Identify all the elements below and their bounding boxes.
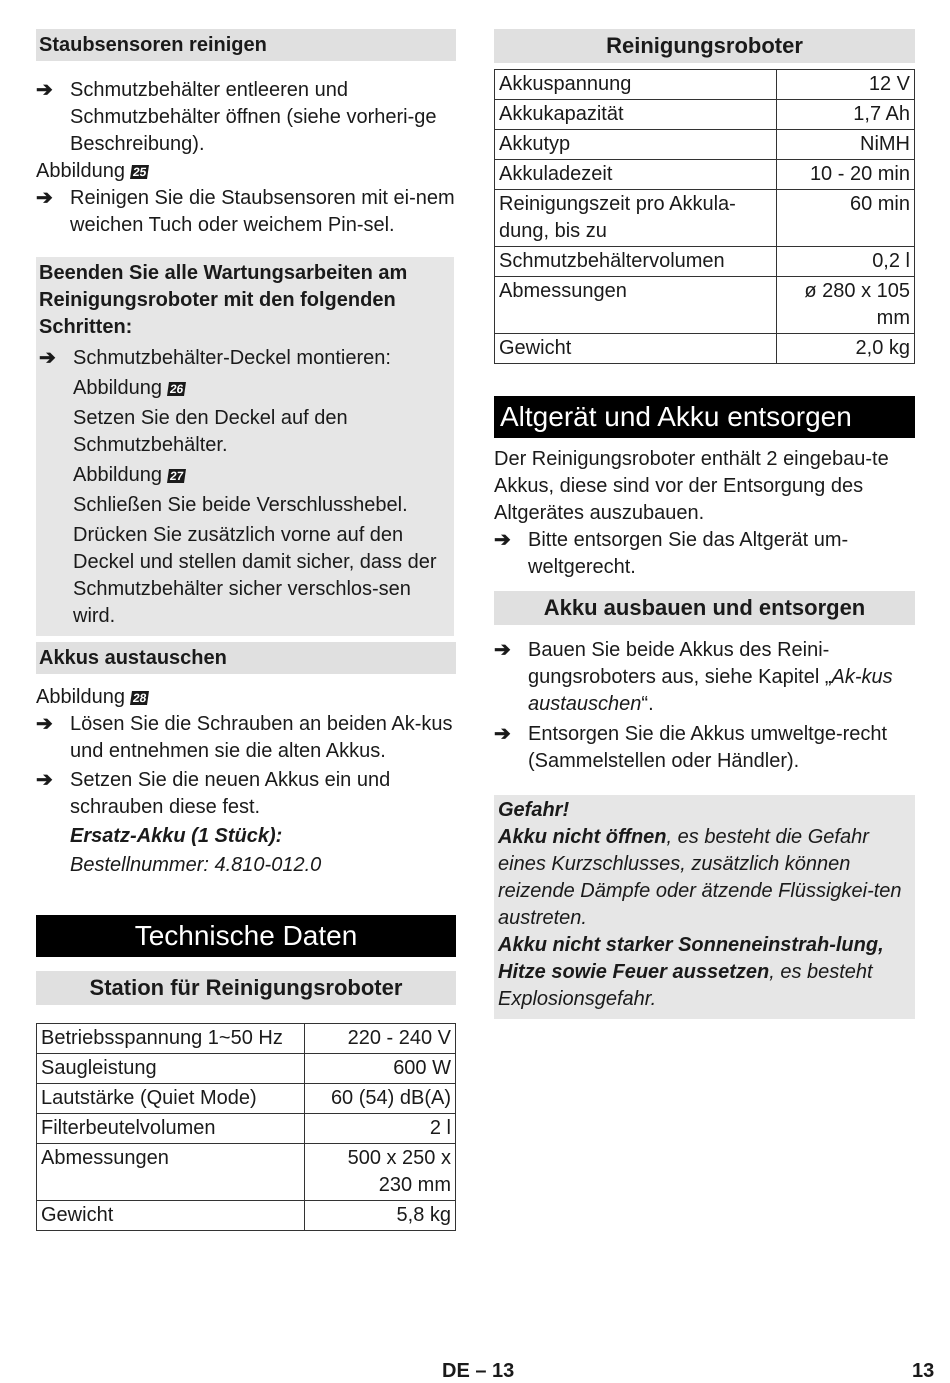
right-column [494,29,915,1019]
arrow-right-icon: ➔ [494,639,511,661]
list-item: ➔ Schmutzbehälter-Deckel montieren: [39,345,450,372]
spec-label: Reinigungszeit pro Akkula-dung, bis zu [495,190,777,247]
spec-value: 1,7 Ah [777,100,915,130]
figure-reference: Abbildung 26 [73,377,185,399]
danger-box [494,795,915,1019]
disposal-intro: Der Reinigungsroboter enthält 2 eingebau-te Akkus, diese sind vor der Entsorgung des Altgerätes auszubauen. [494,448,889,524]
list-item: ➔ Entsorgen Sie die Akkus umweltge-recht (Sammelstellen oder Händler). [494,723,888,772]
danger-text-2: Akku nicht starker Sonneneinstrah-lung, Hitze sowie Feuer aussetzen, es besteht Explosionsgefahr. [498,934,884,1010]
heading-staubsensoren: Staubsensoren reinigen [36,29,456,61]
danger-text-1: Akku nicht öffnen, es besteht die Gefahr eines Kurzschlusses, zusätzlich können reizende Dämpfe oder ätzende Flüssigkei-ten austreten. [498,826,902,929]
table-row [37,1054,456,1084]
spec-value: 0,2 l [777,247,915,277]
list-item: ➔ Bauen Sie beide Akkus des Reini-gungsroboters aus, siehe Kapitel „Ak-kus austauschen“. [494,639,893,715]
heading-technische-daten: Technische Daten [36,915,456,957]
spec-value: ø 280 x 105 mm [777,277,915,334]
table-row [495,247,915,277]
figure-number: 27 [168,468,185,483]
step-text: Schließen Sie beide Verschlusshebel. [73,494,408,516]
robot-spec-table [494,69,915,364]
table-row [495,277,915,334]
arrow-right-icon: ➔ [494,723,511,745]
page-number: 13 [912,1360,935,1382]
spec-value: 5,8 kg [305,1201,456,1231]
step-text: Drücken Sie zusätzlich vorne auf den Deckel und stellen damit sicher, dass der Schmutzbehälter sicher verschlos-sen wird. [73,524,437,627]
list-item: ➔ Lösen Sie die Schrauben an beiden Ak-kus und entnehmen sie die alten Akkus. [36,713,453,762]
list-item: ➔ Setzen Sie die neuen Akkus ein und schrauben diese fest. [36,769,391,818]
spec-label: Akkukapazität [495,100,777,130]
station-spec-table [36,1023,456,1231]
heading-station: Station für Reinigungsroboter [36,971,456,1005]
spec-value: 2 l [305,1114,456,1144]
table-row [495,190,915,247]
danger-title: Gefahr! [498,799,570,821]
figure-reference: Abbildung 28 [36,686,148,708]
spec-label: Lautstärke (Quiet Mode) [37,1084,305,1114]
left-column [36,29,456,1231]
spare-battery-label: Ersatz-Akku (1 Stück): [70,825,283,847]
spec-label: Gewicht [495,334,777,364]
spec-label: Saugleistung [37,1054,305,1084]
table-row [495,130,915,160]
page-label: DE – 13 [442,1360,515,1382]
spec-value: 12 V [777,70,915,100]
spec-label: Betriebsspannung 1~50 Hz [37,1024,305,1054]
spec-label: Abmessungen [37,1144,305,1201]
table-row [37,1024,456,1054]
spec-value: 60 min [777,190,915,247]
figure-reference: Abbildung 25 [36,160,148,182]
table-row [37,1114,456,1144]
spec-label: Gewicht [37,1201,305,1231]
spec-value: 600 W [305,1054,456,1084]
step-text: Setzen Sie den Deckel auf den Schmutzbehälter. [73,407,348,456]
spec-value: 220 - 240 V [305,1024,456,1054]
figure-number: 28 [131,690,148,705]
figure-number: 26 [168,381,185,396]
order-number: Bestellnummer: 4.810-012.0 [70,854,322,876]
spec-value: 500 x 250 x 230 mm [305,1144,456,1201]
spec-value: 10 - 20 min [777,160,915,190]
table-row [37,1144,456,1201]
spec-value: NiMH [777,130,915,160]
figure-number: 25 [131,164,148,179]
table-row [37,1201,456,1231]
chapter-reference: Ak-kus austauschen [528,666,893,715]
figure-reference: Abbildung 27 [73,464,185,486]
spec-label: Abmessungen [495,277,777,334]
spec-label: Akkuladezeit [495,160,777,190]
spec-value: 2,0 kg [777,334,915,364]
list-item: ➔ Schmutzbehälter entleeren und Schmutzbehälter öffnen (siehe vorheri-ge Beschreibung). [36,79,437,155]
table-row [495,334,915,364]
heading-akku-ausbauen: Akku ausbauen und entsorgen [494,591,915,625]
arrow-right-icon: ➔ [36,769,53,791]
table-row [495,70,915,100]
spec-value: 60 (54) dB(A) [305,1084,456,1114]
heading-reinigungsroboter: Reinigungsroboter [494,29,915,63]
arrow-right-icon: ➔ [494,529,511,551]
heading-altgeraet: Altgerät und Akku entsorgen [494,396,915,438]
list-item: ➔ Bitte entsorgen Sie das Altgerät um-weltgerecht. [494,529,849,578]
table-row [495,160,915,190]
heading-beenden: Beenden Sie alle Wartungsarbeiten am Reinigungsroboter mit den folgenden Schritten: [39,262,408,338]
arrow-right-icon: ➔ [36,79,53,101]
list-item: ➔ Reinigen Sie die Staubsensoren mit ei-nem weichen Tuch oder weichem Pin-sel. [36,187,455,236]
spec-label: Schmutzbehältervolumen [495,247,777,277]
spec-label: Akkuspannung [495,70,777,100]
arrow-right-icon: ➔ [36,187,53,209]
table-row [37,1084,456,1114]
arrow-right-icon: ➔ [39,347,56,369]
table-row [495,100,915,130]
arrow-right-icon: ➔ [36,713,53,735]
heading-akkus-austauschen: Akkus austauschen [36,642,456,674]
spec-label: Filterbeutelvolumen [37,1114,305,1144]
spec-label: Akkutyp [495,130,777,160]
maintenance-steps-box [36,257,454,636]
